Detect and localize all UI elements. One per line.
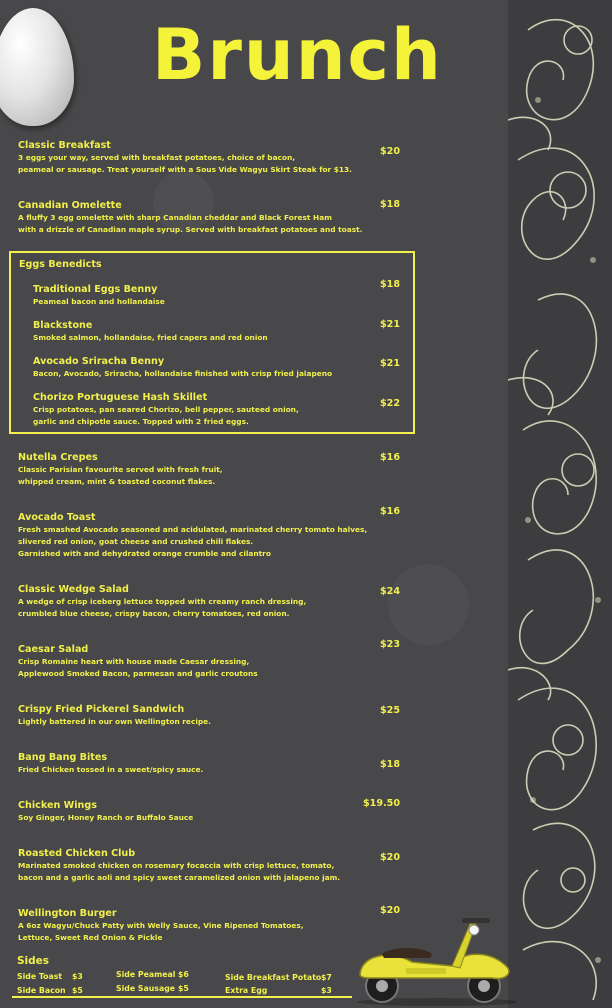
item-name: Avocado Sriracha Benny bbox=[33, 356, 165, 367]
menu-item bbox=[18, 704, 400, 728]
item-price: $18 bbox=[379, 759, 400, 770]
item-desc: garlic and chipotle sauce. Topped with 2 fried eggs. bbox=[33, 417, 249, 426]
side-price: $3 bbox=[72, 972, 83, 981]
side-name: Side Bacon bbox=[17, 986, 66, 995]
menu-item bbox=[18, 452, 400, 488]
item-name: Classic Wedge Salad bbox=[18, 584, 129, 595]
menu-item bbox=[18, 848, 400, 884]
menu-item bbox=[18, 140, 400, 176]
item-price: $24 bbox=[379, 586, 400, 597]
item-desc: A wedge of crisp iceberg lettuce topped with creamy ranch dressing, bbox=[18, 597, 307, 606]
side-item bbox=[225, 986, 332, 995]
menu-item bbox=[18, 752, 400, 776]
menu-item bbox=[18, 800, 400, 824]
item-name: Classic Breakfast bbox=[18, 140, 111, 151]
item-price: $18 bbox=[379, 279, 400, 290]
item-desc: crumbled blue cheese, crispy bacon, cherry tomatoes, red onion. bbox=[18, 609, 290, 618]
side-item bbox=[17, 986, 83, 995]
item-desc: Classic Parisian favourite served with fresh fruit, bbox=[18, 465, 223, 474]
item-name: Caesar Salad bbox=[18, 644, 89, 655]
side-price: $3 bbox=[321, 986, 332, 995]
side-price: $6 bbox=[178, 970, 189, 979]
benedict-item bbox=[33, 284, 393, 308]
item-desc: bacon and a garlic aoli and spicy sweet caramelized onion with jalapeno jam. bbox=[18, 873, 341, 882]
item-price: $18 bbox=[379, 199, 400, 210]
benedict-item bbox=[33, 392, 393, 428]
side-item bbox=[17, 972, 83, 981]
item-desc: with a drizzle of Canadian maple syrup. Served with breakfast potatoes and toast. bbox=[18, 225, 363, 234]
menu-item bbox=[18, 512, 400, 560]
side-item bbox=[116, 970, 189, 979]
side-name: Side Toast bbox=[17, 972, 63, 981]
item-desc: slivered red onion, goat cheese and crushed chili flakes. bbox=[18, 537, 254, 546]
item-desc: Applewood Smoked Bacon, parmesan and garlic croutons bbox=[18, 669, 258, 678]
item-price: $25 bbox=[379, 705, 400, 716]
side-item bbox=[116, 984, 189, 993]
item-name: Canadian Omelette bbox=[18, 200, 122, 211]
menu-item bbox=[18, 584, 400, 620]
item-name: Roasted Chicken Club bbox=[18, 848, 136, 859]
item-desc: Fresh smashed Avocado seasoned and acidulated, marinated cherry tomato halves, bbox=[18, 525, 368, 534]
benedict-item bbox=[33, 356, 393, 380]
item-name: Traditional Eggs Benny bbox=[33, 284, 158, 295]
paisley-ornament bbox=[508, 0, 612, 1008]
item-desc: Lettuce, Sweet Red Onion & Pickle bbox=[18, 933, 163, 942]
item-desc: 3 eggs your way, served with breakfast potatoes, choice of bacon, bbox=[18, 153, 296, 162]
side-price: $5 bbox=[72, 986, 83, 995]
item-price: $19.50 bbox=[362, 798, 400, 809]
item-desc: whipped cream, mint & toasted coconut flakes. bbox=[18, 477, 216, 486]
item-desc: Peameal bacon and hollandaise bbox=[33, 297, 165, 306]
paisley-border bbox=[508, 0, 612, 1008]
item-desc: A fluffy 3 egg omelette with sharp Canadian cheddar and Black Forest Ham bbox=[18, 213, 332, 222]
sides-title: Sides bbox=[17, 955, 50, 967]
item-desc: Fried Chicken tossed in a sweet/spicy sauce. bbox=[18, 765, 204, 774]
side-name: Side Sausage bbox=[116, 984, 176, 993]
item-price: $23 bbox=[379, 639, 400, 650]
item-price: $20 bbox=[379, 852, 400, 863]
menu-title: Brunch bbox=[152, 14, 443, 96]
side-name: Side Peameal bbox=[116, 970, 176, 979]
item-price: $21 bbox=[379, 319, 400, 330]
benedict-item bbox=[33, 320, 393, 344]
item-price: $16 bbox=[379, 506, 400, 517]
side-name: Side Breakfast Potato bbox=[225, 973, 322, 982]
item-desc: Crisp Romaine heart with house made Caesar dressing, bbox=[18, 657, 250, 666]
menu-item bbox=[18, 908, 400, 944]
item-price: $21 bbox=[379, 358, 400, 369]
item-price: $20 bbox=[379, 905, 400, 916]
item-name: Wellington Burger bbox=[18, 908, 117, 919]
item-price: $22 bbox=[379, 398, 400, 409]
item-desc: peameal or sausage. Treat yourself with a Sous Vide Wagyu Skirt Steak for $13. bbox=[18, 165, 352, 174]
side-item bbox=[225, 973, 332, 982]
benedicts-title: Eggs Benedicts bbox=[19, 259, 102, 270]
side-price: $5 bbox=[178, 984, 189, 993]
item-name: Bang Bang Bites bbox=[18, 752, 108, 763]
side-price: $7 bbox=[321, 973, 332, 982]
item-price: $20 bbox=[379, 146, 400, 157]
item-name: Crispy Fried Pickerel Sandwich bbox=[18, 704, 185, 715]
item-name: Nutella Crepes bbox=[18, 452, 98, 463]
item-name: Chicken Wings bbox=[18, 800, 97, 811]
sides-underline bbox=[12, 996, 352, 998]
side-name: Extra Egg bbox=[225, 986, 268, 995]
item-desc: Smoked salmon, hollandaise, fried capers and red onion bbox=[33, 333, 268, 342]
item-desc: Crisp potatoes, pan seared Chorizo, bell pepper, sauteed onion, bbox=[33, 405, 299, 414]
scooter-illustration bbox=[352, 910, 522, 1006]
item-name: Avocado Toast bbox=[18, 512, 96, 523]
menu-item bbox=[18, 644, 400, 680]
item-desc: Bacon, Avocado, Sriracha, hollandaise finished with crisp fried jalapeno bbox=[33, 369, 333, 378]
item-desc: Lightly battered in our own Wellington recipe. bbox=[18, 717, 211, 726]
menu-item bbox=[18, 200, 400, 236]
item-desc: Soy Ginger, Honey Ranch or Buffalo Sauce bbox=[18, 813, 194, 822]
item-name: Blackstone bbox=[33, 320, 93, 331]
item-desc: Marinated smoked chicken on rosemary focaccia with crisp lettuce, tomato, bbox=[18, 861, 335, 870]
item-desc: Garnished with and dehydrated orange crumble and cilantro bbox=[18, 549, 271, 558]
item-desc: A 6oz Wagyu/Chuck Patty with Welly Sauce, Vine Ripened Tomatoes, bbox=[18, 921, 304, 930]
item-name: Chorizo Portuguese Hash Skillet bbox=[33, 392, 208, 403]
item-price: $16 bbox=[379, 452, 400, 463]
